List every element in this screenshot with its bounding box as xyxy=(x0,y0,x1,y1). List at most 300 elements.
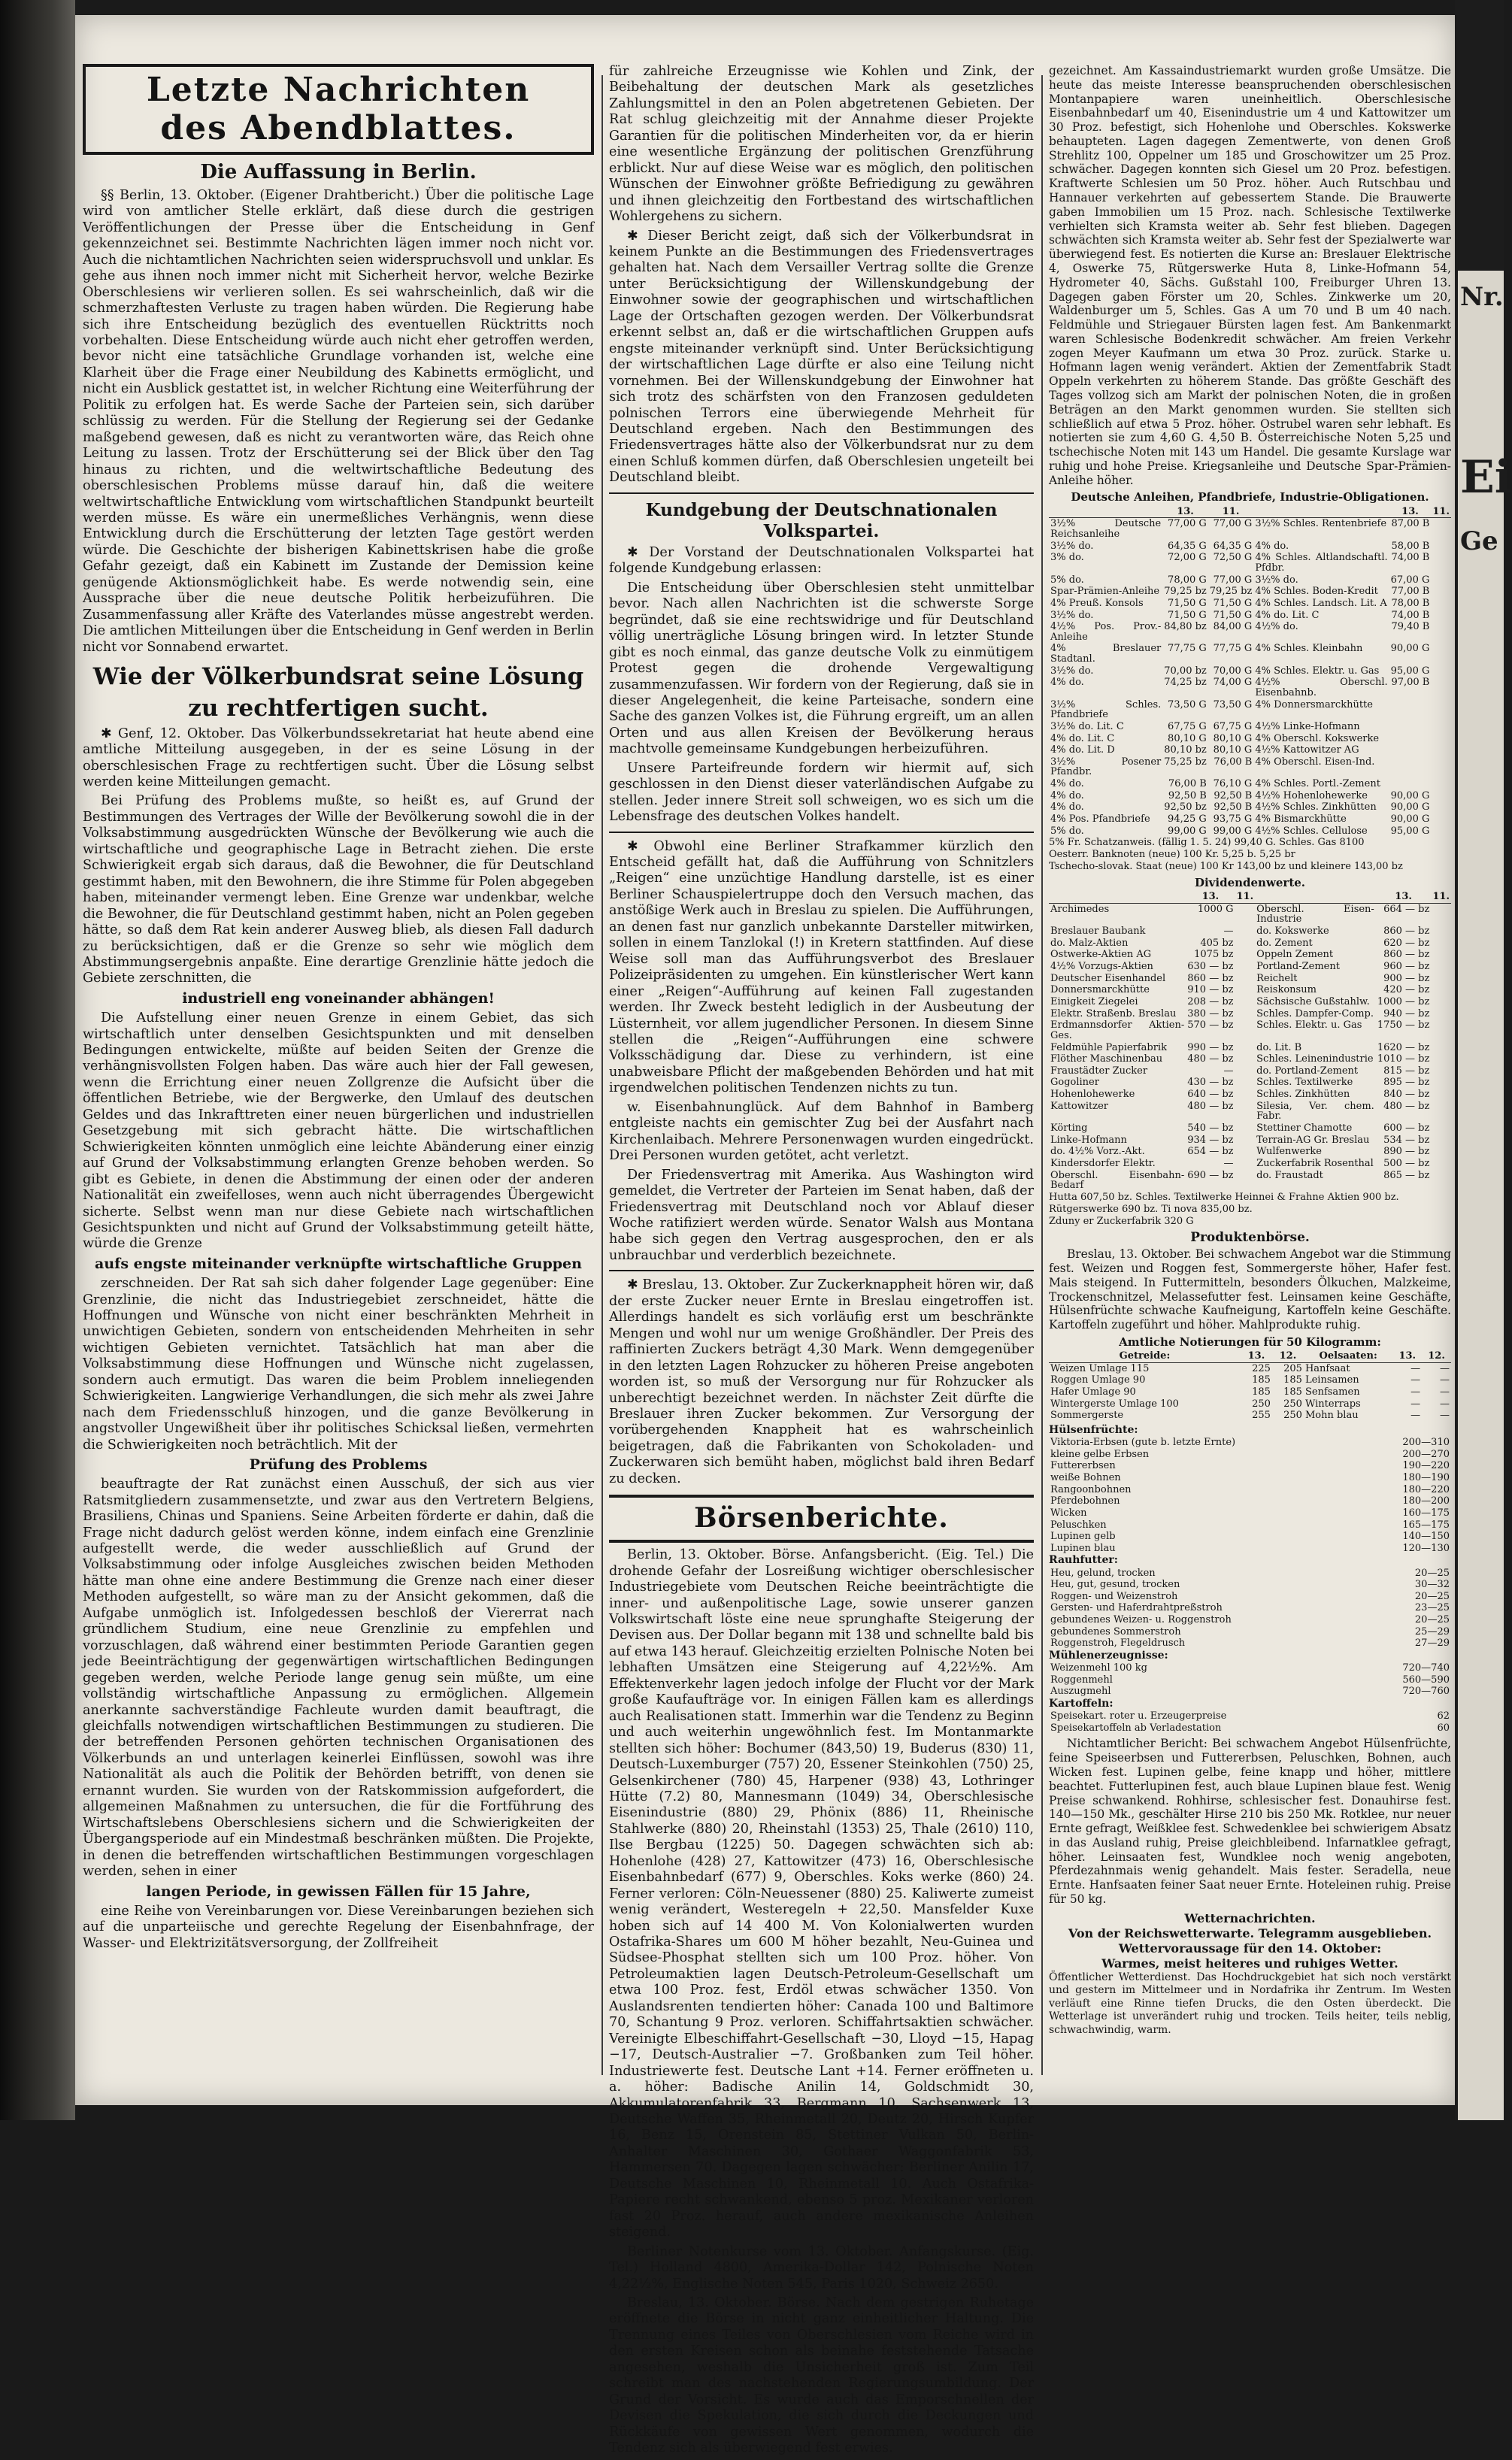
table-cell: Hanfsaat xyxy=(1304,1362,1350,1374)
table-cell: 76,00 B xyxy=(1214,756,1253,768)
table-cell: 71,50 G xyxy=(1213,597,1253,609)
table-cell: 1075 bz xyxy=(1194,949,1234,961)
table-cell: Wicken xyxy=(1050,1507,1087,1519)
table-row xyxy=(1049,677,1451,698)
table-cell xyxy=(1431,1077,1451,1089)
headline-berlin: Die Auffassung in Berlin. xyxy=(200,161,477,184)
table-cell: 840 — bz xyxy=(1383,1089,1430,1101)
table-cell xyxy=(1389,756,1432,778)
bericht-comment: ✱ Dieser Bericht zeigt, daß sich der Völkerbundsrat in keinem Punkte an die Bestimmungen des Friedensvertrages gehalten hat. Nach dem Versailler Vertrag sollte die Grenze unter Berücksichtigung der Willenskundgebung der Einwohner sowie der geographischen und wirtschaftlichen Lage der Ortschaften gezogen werden. Der Völkerbundsrat erkennt selbst an, daß er die wirtschaftlichen Gruppen aufs engste miteinander verknüpft sind. Unter Berücksichtigung der wirtschaftlichen Lage dürfte er also eine Teilung nicht vornehmen. Bei der Willenskundgebung der Einwohner hat sich trotz des schärfsten von den Franzosen geduldeten polnischen Terrors eine überwiegende Mehrheit für Deutschland ergeben. Nach den Bestimmungen des Friedensvertrages hätte also der Völkerbundsrat nur zu dem einen Schluß kommen dürfen, daß Oberschlesien ungeteilt bei Deutschland bleibt. xyxy=(609,228,1034,486)
table-cell: 75,25 bz xyxy=(1164,756,1207,768)
table-cell: 5% do. xyxy=(1050,825,1084,837)
table-row xyxy=(1049,1410,1451,1422)
table-cell: 84,00 G xyxy=(1213,621,1253,633)
table-cell xyxy=(1431,1101,1451,1122)
table-row xyxy=(1049,1614,1451,1626)
nichtamtlicher-bericht: Nichtamtlicher Bericht: Bei schwachem Angebot Hülsenfrüchte, feine Speiseerbsen und Futtererbsen, Peluschken, Bohnen, auch Wicken fest. Lupinen gelbe, feine knapp und höher, mittlere beachtet. Futterlupinen fest, auch blaue Lupinen blaue fest. Wenig Preise schwankend. Rohhirse, schlesischer fest. Donauhirse fest. 140—150 Mk., geschälter Hirse 210 bis 250 Mk. Rotklee, nur neuer Ernte gefragt, Weißklee fest. Schwedenklee bei schwierigem Absatz in das Ausland ruhig, Preise gleichbleibend. Infarnatklee gefragt, höher. Leinsaaten fest, Wundklee noch wenig angeboten, Pferdezahnmais wenig gehandelt. Mais fester. Seradella, neue Ernte. Hanfsaaten feiner Saat neuer Ernte. Hoteleinen ruhig. Preise für 50 kg. xyxy=(1049,1737,1451,1906)
table-cell: — xyxy=(1410,1362,1421,1374)
table-dividenden-footer-3: Zduny er Zuckerfabrik 320 G xyxy=(1049,1215,1194,1227)
table-cell: 4% Bismarckhütte xyxy=(1255,813,1347,826)
table-row xyxy=(1049,1507,1451,1519)
table-row xyxy=(1049,1146,1451,1158)
table-row xyxy=(1049,1674,1451,1686)
table-cell xyxy=(1389,721,1432,733)
table-row xyxy=(1049,518,1451,541)
table-cell: 205 xyxy=(1283,1362,1302,1374)
table-cell: — xyxy=(1223,926,1234,938)
table-cell: 250 xyxy=(1283,1398,1302,1410)
table-cell: 185 xyxy=(1283,1374,1302,1386)
table-cell xyxy=(1431,903,1451,926)
table-cell: do. Lit. B xyxy=(1256,1041,1302,1053)
table-row xyxy=(1049,1495,1451,1507)
masthead-box xyxy=(83,64,594,155)
table-header-cell: 12. xyxy=(1272,1350,1304,1362)
table-cell xyxy=(1235,984,1256,996)
table-dividenden-footer-1: Hutta 607,50 bz. Schles. Textilwerke Heinnei & Frahne Aktien 900 bz. xyxy=(1049,1191,1399,1203)
table-cell: 654 — bz xyxy=(1187,1146,1234,1158)
table-cell xyxy=(1235,961,1256,973)
table-cell: 3½% Schles. Pfandbriefe xyxy=(1050,698,1162,721)
table-cell: 79,25 bz xyxy=(1164,586,1207,598)
table-cell xyxy=(1431,1089,1451,1101)
table-cell: 73,50 G xyxy=(1213,698,1253,710)
table-cell xyxy=(1431,826,1451,838)
table-cell xyxy=(1431,1065,1451,1077)
table-cell xyxy=(1431,744,1451,756)
table-header-row xyxy=(1049,506,1451,518)
table-header-cell: 13. xyxy=(1389,506,1432,518)
table-anleihen-footer-1: 5% Fr. Schatzanweis. (fällig 1. 5. 24) 99,40 G. Schles. Gas 8100 xyxy=(1049,837,1365,849)
voelkerbund-paragraph-5: beauftragte der Rat zunächst einen Ausschuß, der sich aus vier Ratsmitgliedern zusammensetzte, und zwar aus den Vertretern Belgiens, Brasiliens, Chinas und Spaniens. Seine Arbeiten förderte er dahin, daß die Frage nicht dadurch gelöst werden könne, indem einfach eine Grenzlinie aufgestellt werde, die weder ausschließlich auf Grund der Volksabstimmung oder infolge Ausgleiches zwischen beiden Methoden hätte man ohne eine andere Bestimmung die Grenze nach einer dieser Methoden aufgestellt, so wäre man zu der Ansicht gekommen, daß die Aufgabe unmöglich ist. Infolgedessen beschloß der Viererrat nach gründlichem Studium, eine neue Grenzlinie zu empfehlen und vorzuschlagen, daß während einer bestimmten Periode Garantien gegen jede Beeinträchtigung der gegenwärtigen wirtschaftlichen Bedingungen gegeben werden, welche Periode lange genug sein müßte, um eine vollständig wirtschaftliche Anpassung zu ermöglichen. Allgemein anerkannte sachverständige Fachleute wurden damit beauftragt, die gleichfalls notwendigen wirtschaftlichen Bestimmungen zu studieren. Die der betreffenden Personen gehörten technischen Organisationen des Völkerbunds an und unterlagen keinerlei Einflüssen, sowohl was ihre Nationalität als auch die Politik der Behörden betrifft, von denen sie ernannt wurden. Sie wurden von der Ratskommission aufgefordert, die allgemeinen Maßnahmen zu untersuchen, die für die Fortführung des Wirtschaftslebens Oberschlesiens sichern und die Schwierigkeiten der Übergangsperiode auf ein Mindestmaß beschränken müßten. Die Projekte, in denen die betreffenden wirtschaftlichen Bestimmungen vorgeschlagen werden, sehen in einer xyxy=(83,1477,594,1880)
table-cell: Roggen- und Weizenstroh xyxy=(1050,1590,1178,1602)
table-cell: 940 — bz xyxy=(1383,1007,1430,1019)
table-cell xyxy=(1431,665,1451,677)
table-cell: 79,25 bz xyxy=(1209,586,1253,598)
table-cell: 80,10 G xyxy=(1168,732,1207,744)
table-row xyxy=(1049,610,1451,622)
kundgebung-text-2: Unsere Parteifreunde fordern wir hiermit auf, sich geschlossen in den Dienst dieser vaterländischen Aufgabe zu stellen. Jeder innere Streit soll schweigen, wo es sich um die Lebensfrage des deutschen Volkes handelt. xyxy=(609,760,1034,825)
table-cell: 208 — bz xyxy=(1187,995,1234,1007)
table-dividenden-footer-2: Rütgerswerke 690 bz. Ti nova 835,00 bz. xyxy=(1049,1203,1253,1215)
table-row xyxy=(1049,665,1451,677)
table-cell: 74,00 B xyxy=(1391,609,1430,621)
table-cell xyxy=(1431,961,1451,973)
table-cell: 165—175 xyxy=(1402,1519,1450,1531)
table-row xyxy=(1049,826,1451,838)
table-cell xyxy=(1431,574,1451,586)
table-cell xyxy=(1431,756,1451,778)
table-cell: 225 xyxy=(1252,1362,1271,1374)
table-header-cell: 11. xyxy=(1431,506,1451,518)
table-row xyxy=(1049,926,1451,938)
table-cell xyxy=(1389,733,1432,745)
table-cell: 910 — bz xyxy=(1187,984,1234,996)
table-cell: 84,80 bz xyxy=(1164,621,1207,633)
table-cell xyxy=(1235,1019,1256,1041)
table-cell: Sächsische Gußstahlw. xyxy=(1256,995,1370,1007)
table-cell xyxy=(1235,1053,1256,1065)
table-cell: 4% do. xyxy=(1050,801,1084,813)
table-cell xyxy=(1235,1146,1256,1158)
table-cell: Lupinen gelb xyxy=(1050,1531,1116,1543)
table-cell: 79,40 B xyxy=(1391,621,1430,633)
table-cell: 380 — bz xyxy=(1187,1007,1234,1019)
table-row xyxy=(1049,1008,1451,1020)
produktenboerse-report: Breslau, 13. Oktober. Bei schwachem Angebot war die Stimmung fest. Weizen und Roggen fest, Sommergerste höher, Hafer fest. Mais steigend. In Futtermitteln, besonders Ölkuchen, Malzkeime, Trockenschnitzel, Melassefutter fest. Leinsamen keine Geschäfte, Hülsenfrüchte schwache Kaufneigung, Kartoffeln keine Geschäfte. Kartoffeln zugeführt und höher. Mahlprodukte ruhig. xyxy=(1049,1247,1451,1332)
table-cell: Schles. Zinkhütten xyxy=(1256,1089,1350,1101)
table-cell: 90,00 G xyxy=(1390,801,1430,813)
table-row xyxy=(1049,1637,1451,1650)
table-row xyxy=(1049,938,1451,950)
table-header-cell: 13. xyxy=(1162,506,1208,518)
table-cell: Roggenmehl xyxy=(1050,1674,1113,1686)
subheading-pruefung: Prüfung des Problems xyxy=(249,1456,428,1474)
produktenboerse-title: Produktenbörse. xyxy=(1190,1230,1310,1246)
breslau-market-report: gezeichnet. Am Kassaindustriemarkt wurden große Umsätze. Die heute das meiste Interesse beanspruchenden oberschlesischen Montanpapiere waren uneinheitlich. Oberschlesische Eisenbahnbedarf um 40, Eisenindustrie um 4 und Kattowitzer um 30 Proz. befestigt, sich Hohenlohe und Oberschles. Kokswerke behaupteten. Lagen dagegen Zementwerte, von denen Groß Strehlitz 100, Oppelner um 185 und Groschowitzer um 25 Proz. schwächer. Dagegen konnten sich Giesel um 20 Proz. befestigen. Kraftwerte Schlesien um 50 Proz. höher. Auch Rutschbau und Hannauer verkehrten auf gebessertem Stande. Die Brauwerte gaben Immobilien um 15 Proz. nach. Schlesische Textilwerke verhielten sich Kramsta weiter ab. Sehr fest blieben. Dagegen schwächten sich Kramsta weiter ab. Sehr fest der Spezialwerte war überwiegend fest. Es notierten die Kurse an: Breslauer Elektrische 4, Oswerke 75, Rütgerswerke Huta 8, Linke-Hofmann 54, Hydrometer 40, Sächs. Gußstahl 100, Freiburger Uhren 13. Dagegen gaben Förster um 20, Schles. Zinkwerke um 20, Waldenburger um 5, Schles. Gas A um 70 und B um 40 nach. Feldmühle und Striegauer Bürsten lagen fest. Am Bankenmarkt waren Schlesische Bodenkredit schwächer. Am freien Verkehr zogen Meyer Kaufmann um etwa 30 Proz. zurück. Starke u. Hofmann lagen wenig verändert. Aktien der Zementfabrik Stadt Oppeln verkehrten zu höherem Stande. Das größte Geschäft des Tages vollzog sich am Markt der polnischen Noten, die in großen Beträgen an den Markt genommen wurden. Sie stellten sich schließlich auf etwa 5 Proz. höher. Ostrubel waren sehr lebhaft. Es notierten sie zum 4,60 G. 4,50 B. Österreichische Noten 5,25 und tschechische Noten mit 143 um Handel. Die gesamte Kurslage war ruhig und hohe Preise. Kriegsanleihe und Deutsche Spar-Prämien-Anleihe höher. xyxy=(1049,64,1451,487)
table-cell: Peluschken xyxy=(1050,1519,1107,1531)
table-cell xyxy=(1235,903,1256,926)
table-header-cell: 13. xyxy=(1376,891,1432,903)
table-getreide xyxy=(1049,1350,1451,1422)
table-cell: 405 bz xyxy=(1200,937,1234,949)
table-dividenden-title: Dividendenwerte. xyxy=(1194,875,1306,889)
table-cell: 540 — bz xyxy=(1187,1122,1234,1134)
table-cell: kleine gelbe Erbsen xyxy=(1050,1448,1150,1460)
table-cell xyxy=(1431,586,1451,598)
table-header-cell xyxy=(1255,891,1376,903)
table-cell: 140—150 xyxy=(1402,1531,1450,1543)
table-cell: 25—29 xyxy=(1414,1625,1450,1637)
column-1 xyxy=(83,64,594,1955)
table-cell: — xyxy=(1410,1386,1421,1398)
table-cell xyxy=(1235,938,1256,950)
table-row xyxy=(1049,1135,1451,1147)
table-row xyxy=(1049,903,1451,926)
weather-section xyxy=(1049,1911,1451,2037)
table-cell: 78,00 G xyxy=(1168,574,1207,586)
table-cell: 500 — bz xyxy=(1383,1157,1430,1169)
table-cell: Hafer Umlage 90 xyxy=(1050,1386,1136,1398)
table-cell: Schles. Leinenindustrie xyxy=(1256,1053,1374,1065)
table-row xyxy=(1049,1042,1451,1054)
table-cell: — xyxy=(1410,1398,1421,1410)
table-row xyxy=(1049,801,1451,813)
table-cell: 4% Schles. Portl.-Zement xyxy=(1255,778,1380,790)
table-cell xyxy=(1431,926,1451,938)
table-cell: 3½% Posener Pfandbr. xyxy=(1050,756,1162,778)
table-row xyxy=(1049,1722,1451,1734)
table-cell: 185 xyxy=(1283,1386,1302,1398)
table-cell: Erdmannsdorfer Aktien-Ges. xyxy=(1050,1019,1185,1041)
table-row xyxy=(1049,1170,1451,1192)
table-cell xyxy=(1235,1065,1256,1077)
table-cell: Kattowitzer xyxy=(1050,1100,1109,1112)
table-cell: — xyxy=(1440,1410,1450,1422)
table-cell: Rangoonbohnen xyxy=(1050,1483,1132,1495)
table-cell: Oberschl. Eisen-Industrie xyxy=(1256,903,1374,926)
table-cell: 23—25 xyxy=(1414,1602,1450,1614)
table-cell: Schles. Elektr. u. Gas xyxy=(1256,1019,1362,1032)
table-cell: 1620 — bz xyxy=(1377,1041,1430,1053)
table-cell: 72,50 G xyxy=(1213,552,1253,564)
table-cell xyxy=(1235,1089,1256,1101)
table-cell: 30—32 xyxy=(1414,1579,1450,1591)
table-cell: 860 — bz xyxy=(1187,972,1234,984)
table-row xyxy=(1049,790,1451,802)
table-row xyxy=(1049,1662,1451,1674)
table-header-cell: 11. xyxy=(1208,506,1254,518)
table-cell xyxy=(1431,621,1451,643)
table-cell xyxy=(1431,541,1451,553)
table-cell: Portland-Zement xyxy=(1256,961,1340,973)
table-row xyxy=(1049,598,1451,610)
table-cell: Spar-Prämien-Anleihe xyxy=(1050,586,1160,598)
table-cell: 185 xyxy=(1252,1386,1271,1398)
table-cell: 4½% Linke-Hofmann xyxy=(1255,720,1360,732)
table-cell: 180—190 xyxy=(1402,1471,1450,1483)
voelkerbund-paragraph-3: Die Aufstellung einer neuen Grenze in einem Gebiet, das sich wirtschaftlich unter denselben Gesichtspunkten und mit denselben Bedingungen entwickelte, müßte auf beiden Seiten der Grenze die verhängnisvollsten Folgen haben. Das wäre auch hier der Fall gewesen, wenn die Errichtung einer neuen Zollgrenze die Aufsicht über die öffentlichen Betriebe, wie der Bergwerke, den Umlauf des deutschen Geldes und das Inkrafttreten einer neuen bürgerlichen und industriellen Gesetzgebung mit sich gebracht hätte. Die wirtschaftlichen Schwierigkeiten könnten unmöglich eine leichte Abänderung einer einzig auf Grund der Volksabstimmung erlangten Grenze behoben werden. So gibt es Gebiete, in denen die Abstimmung der einen oder der anderen Nationalität ein zweifelloses, wenn auch nicht überragendes Übergewicht sicherte. Selbst wenn man nur diese Gebiete nach wirtschaftlichen Gesichtspunkten und nicht auf Grund der Volksabstimmung geteilt hätte, würde die Grenze xyxy=(83,1010,594,1252)
table-row xyxy=(1049,1449,1451,1461)
table-cell: Oppeln Zement xyxy=(1256,949,1334,961)
table-cell: 3½% do. xyxy=(1255,574,1298,586)
table-cell: Wintergerste Umlage 100 xyxy=(1050,1398,1179,1410)
table-cell: Flöther Maschinenbau xyxy=(1050,1053,1163,1065)
table-cell: 480 — bz xyxy=(1383,1100,1430,1112)
table-cell: 95,00 G xyxy=(1390,825,1430,837)
headline-kundgebung: Kundgebung der Deutschnationalen Volkspartei. xyxy=(645,499,998,541)
table-cell: 570 — bz xyxy=(1187,1019,1234,1032)
table-row xyxy=(1049,1158,1451,1170)
table-cell: 720—740 xyxy=(1402,1662,1450,1674)
table-cell: 900 — bz xyxy=(1383,972,1430,984)
table-cell xyxy=(1431,938,1451,950)
table-cell: 74,00 G xyxy=(1213,677,1253,689)
table-cell: 4% do. xyxy=(1050,789,1084,801)
amerika-article: Der Friedensvertrag mit Amerika. Aus Washington wird gemeldet, die Vertreter der Parteien im Senat haben, daß der Friedensvertrag mit Deutschland noch vor Ablauf dieser Woche ratifiziert werden würde. Senator Walsh aus Montana habe sich gegen den Vertrag ausgesprochen, den er als unbrauchbar und verderblich bezeichnete. xyxy=(609,1167,1034,1263)
table-row xyxy=(1049,1019,1451,1041)
table-row xyxy=(1049,733,1451,745)
table-cell: 58,00 B xyxy=(1391,540,1430,552)
voelkerbund-paragraph-1: ✱ Genf, 12. Oktober. Das Völkerbundssekretariat hat heute abend eine amtliche Mitteilung ausgegeben, in der es seine Lösung in der oberschlesischen Frage zu rechtfertigen sucht. Über die Lösung selbst werden keine Mitteilungen gemacht. xyxy=(83,726,594,790)
table-cell xyxy=(1431,973,1451,985)
table-cell: Ostwerke-Aktien AG xyxy=(1050,949,1152,961)
table-cell xyxy=(1431,677,1451,698)
table-cell: 4½% Schles. Cellulose xyxy=(1255,825,1368,837)
weather-line-1: Von der Reichswetterwarte. Telegramm ausgeblieben. xyxy=(1068,1925,1432,1940)
table-row xyxy=(1049,756,1451,778)
masthead-line-2: des Abendblattes. xyxy=(160,108,517,147)
table-cell: — xyxy=(1440,1374,1450,1386)
table-cell: Senfsamen xyxy=(1304,1386,1360,1398)
table-cell: 64,35 G xyxy=(1213,540,1253,552)
table-row xyxy=(1049,1460,1451,1472)
table-cell: 1000 G xyxy=(1197,903,1234,915)
boerse-notenkurse: Berliner Notenkurse vom 13. Oktober. Anfangskurse. (Eig. Tel.) Holland 4800, Amerika-Dollar 142, Polnische Noten 4,22½%, Englische Noten 545, Paris 1020, Schweiz 2650. xyxy=(609,2243,1034,2292)
table-row xyxy=(1049,744,1451,756)
table-row xyxy=(1049,1101,1451,1122)
table-row xyxy=(1049,1122,1451,1135)
table-cell: Viktoria-Erbsen (gute b. letzte Ernte) xyxy=(1050,1437,1236,1449)
table-cell: 3½% do. xyxy=(1050,540,1094,552)
table-header-cell xyxy=(1049,891,1186,903)
headline-voelkerbund-2: zu rechtfertigen sucht. xyxy=(188,694,489,722)
table-cell: 92,50 B xyxy=(1214,789,1253,801)
table-cell: Speisekartoffeln ab Verladestation xyxy=(1050,1722,1222,1734)
table-cell xyxy=(1431,1122,1451,1135)
amtliche-notierungen-title: Amtliche Notierungen für 50 Kilogramm: xyxy=(1119,1335,1381,1349)
table-cell xyxy=(1389,699,1432,721)
table-cell: Einigkeit Ziegelei xyxy=(1050,995,1138,1007)
table-header-cell: 11. xyxy=(1236,891,1254,903)
table-row xyxy=(1049,1374,1451,1386)
table-cell: Weizen Umlage 115 xyxy=(1050,1362,1150,1374)
table-cell: gebundenes Sommerstroh xyxy=(1050,1625,1181,1637)
table-cell: 534 — bz xyxy=(1383,1134,1430,1146)
table-cell: weiße Bohnen xyxy=(1050,1471,1121,1483)
table-cell xyxy=(1431,984,1451,996)
table-cell: 1750 — bz xyxy=(1377,1019,1430,1032)
table-cell xyxy=(1431,1170,1451,1192)
table-cell: 4½% Schles. Zinkhütten xyxy=(1255,801,1377,813)
table-cell: Deutscher Eisenhandel xyxy=(1050,972,1166,984)
table-cell xyxy=(1431,1053,1451,1065)
table-cell: 3½% do. Lit. C xyxy=(1050,720,1124,732)
table-header-cell: 11. xyxy=(1431,891,1451,903)
table-cell: 74,00 B xyxy=(1391,552,1430,564)
table-cell: Wulfenwerke xyxy=(1256,1146,1322,1158)
table-cell: Breslauer Baubank xyxy=(1050,926,1146,938)
table-cell: 720—760 xyxy=(1402,1686,1450,1698)
table-cell: Stettiner Chamotte xyxy=(1256,1122,1353,1134)
table-cell: 664 — bz xyxy=(1383,903,1430,915)
table-cell: 630 — bz xyxy=(1187,961,1234,973)
table-cell: 4½% Hohenlohewerke xyxy=(1255,789,1368,801)
table-cell: 934 — bz xyxy=(1187,1134,1234,1146)
table-cell: 4% Oberschl. Eisen-Ind. xyxy=(1255,756,1375,768)
kundgebung-intro: ✱ Der Vorstand der Deutschnationalen Volkspartei hat folgende Kundgebung erlassen: xyxy=(609,544,1034,577)
table-header-row xyxy=(1049,891,1451,903)
table-header-cell: 13. xyxy=(1392,1350,1422,1362)
table-cell: 71,50 G xyxy=(1168,597,1207,609)
table-row xyxy=(1049,813,1451,826)
table-row xyxy=(1049,1077,1451,1089)
table-row xyxy=(1049,1579,1451,1591)
table-row xyxy=(1049,1362,1451,1374)
table-cell: 20—25 xyxy=(1414,1590,1450,1602)
table-cell xyxy=(1235,996,1256,1008)
table-cell: 430 — bz xyxy=(1187,1077,1234,1089)
table-cell: 71,50 G xyxy=(1213,609,1253,621)
table-row xyxy=(1049,1531,1451,1543)
table-cell xyxy=(1235,1122,1256,1135)
table-cell xyxy=(1431,996,1451,1008)
rauhfutter-label: Rauhfutter: xyxy=(1049,1554,1118,1567)
table-row xyxy=(1049,778,1451,790)
table-cell: — xyxy=(1440,1386,1450,1398)
table-cell: 620 — bz xyxy=(1383,937,1430,949)
headline-voelkerbund-1: Wie der Völkerbundsrat seine Lösung xyxy=(92,663,584,691)
voelkerbund-paragraph-2: Bei Prüfung des Problems mußte, so heißt es, auf Grund der Bestimmungen des Vertrages der Wille der Bevölkerung sowohl die in der Volksabstimmung ausgedrückten Wünsche der Bevölkerung wie auch die wirtschaftliche und geographische Lage in Betracht ziehen. Die erste Schwierigkeit ergab sich daraus, daß die Bewohner, die für Deutschland gestimmt haben, mit den Bewohnern, die ihre Stimme für Polen abgegeben haben, miteinander vermengt leben. Eine Grenze war undenkbar, welche die Bewohner, die für Deutschland gestimmt haben, nicht an Polen gegeben hätte, so daß dem Rat kein anderer Ausweg blieb, als diesen Fall dadurch zu berücksichtigen, daß er die Grenze so sehr wie möglich dem Abstimmungsergebnis anpaßte. Eine derartige Grenzlinie hätte jedoch die Gebiete zerschnitten, die xyxy=(83,793,594,986)
table-cell: 640 — bz xyxy=(1187,1089,1234,1101)
table-row xyxy=(1049,1398,1451,1410)
table-anleihen-footer-2: Oesterr. Banknoten (neue) 100 Kr. 5,25 b. 5,25 br xyxy=(1049,849,1295,861)
table-cell: 4% do. xyxy=(1255,540,1289,552)
table-cell: Weizenmehl 100 kg xyxy=(1050,1662,1147,1674)
table-cell: 92,50 B xyxy=(1168,789,1207,801)
table-cell: 20—25 xyxy=(1414,1567,1450,1579)
table-cell xyxy=(1431,699,1451,721)
table-cell: 960 — bz xyxy=(1383,961,1430,973)
table-cell: 860 — bz xyxy=(1383,926,1430,938)
column-rule-2 xyxy=(1041,75,1043,2075)
table-cell: 90,00 G xyxy=(1390,813,1430,826)
table-cell: Körting xyxy=(1050,1122,1088,1134)
table-cell: Roggenstroh, Flegeldrusch xyxy=(1050,1637,1186,1650)
table-cell: Linke-Hofmann xyxy=(1050,1134,1127,1146)
table-cell xyxy=(1431,801,1451,813)
column-rule-1 xyxy=(601,75,603,2075)
table-cell: — xyxy=(1223,1157,1234,1169)
table-cell xyxy=(1431,1042,1451,1054)
table-row xyxy=(1049,541,1451,553)
table-cell xyxy=(1431,721,1451,733)
table-cell: Sommergerste xyxy=(1050,1410,1124,1422)
table-row xyxy=(1049,996,1451,1008)
table-cell: 420 — bz xyxy=(1383,984,1430,996)
table-cell: Speisekart. roter u. Erzeugerpreise xyxy=(1050,1710,1227,1722)
table-cell: Elektr. Straßenb. Breslau xyxy=(1050,1007,1177,1019)
table-cell: 180—200 xyxy=(1402,1495,1450,1507)
table-cell: Heu, gelund, trocken xyxy=(1050,1567,1156,1579)
table-cell xyxy=(1431,949,1451,961)
table-cell: 4% Pos. Pfandbriefe xyxy=(1050,813,1150,826)
table-anleihen-title: Deutsche Anleihen, Pfandbriefe, Industrie-Obligationen. xyxy=(1071,490,1429,504)
table-cell: Schles. Dampfer-Comp. xyxy=(1256,1007,1374,1019)
table-cell: 67,75 G xyxy=(1168,720,1207,732)
table-row xyxy=(1049,1386,1451,1398)
table-cell: 80,10 G xyxy=(1213,732,1253,744)
table-row xyxy=(1049,1710,1451,1722)
table-cell: 860 — bz xyxy=(1383,949,1430,961)
table-cell: Oberschl. Eisenbahn-Bedarf xyxy=(1050,1169,1185,1192)
table-cell xyxy=(1235,1042,1256,1054)
column-3 xyxy=(1049,64,1451,2037)
table-cell: 67,75 G xyxy=(1213,720,1253,732)
table-cell: 4% Schles. Kleinbahn xyxy=(1255,643,1363,655)
table-row xyxy=(1049,1602,1451,1614)
table-row xyxy=(1049,552,1451,574)
table-cell: 3½% do. xyxy=(1050,609,1094,621)
table-dividenden xyxy=(1049,891,1451,1192)
table-cell: 94,25 G xyxy=(1168,813,1207,826)
table-cell: do. 4½% Vorz.-Akt. xyxy=(1050,1146,1145,1158)
table-cell: do. Kokswerke xyxy=(1256,926,1329,938)
table-cell: 92,50 B xyxy=(1214,801,1253,813)
table-anleihen-footer-3: Tschecho-slovak. Staat (neue) 100 Kr 143,00 bz und kleinere 143,00 bz xyxy=(1049,861,1403,873)
table-cell: Heu, gut, gesund, trocken xyxy=(1050,1579,1180,1591)
table-cell: 99,00 G xyxy=(1168,825,1207,837)
table-row xyxy=(1049,984,1451,996)
table-cell: 76,10 G xyxy=(1213,778,1253,790)
table-cell: 99,00 G xyxy=(1213,825,1253,837)
table-cell: 73,50 G xyxy=(1168,698,1207,710)
table-cell: — xyxy=(1410,1410,1421,1422)
table-cell: 92,50 bz xyxy=(1164,801,1207,813)
table-cell: 250 xyxy=(1252,1398,1271,1410)
table-cell: Leinsamen xyxy=(1304,1374,1359,1386)
table-row xyxy=(1049,621,1451,643)
